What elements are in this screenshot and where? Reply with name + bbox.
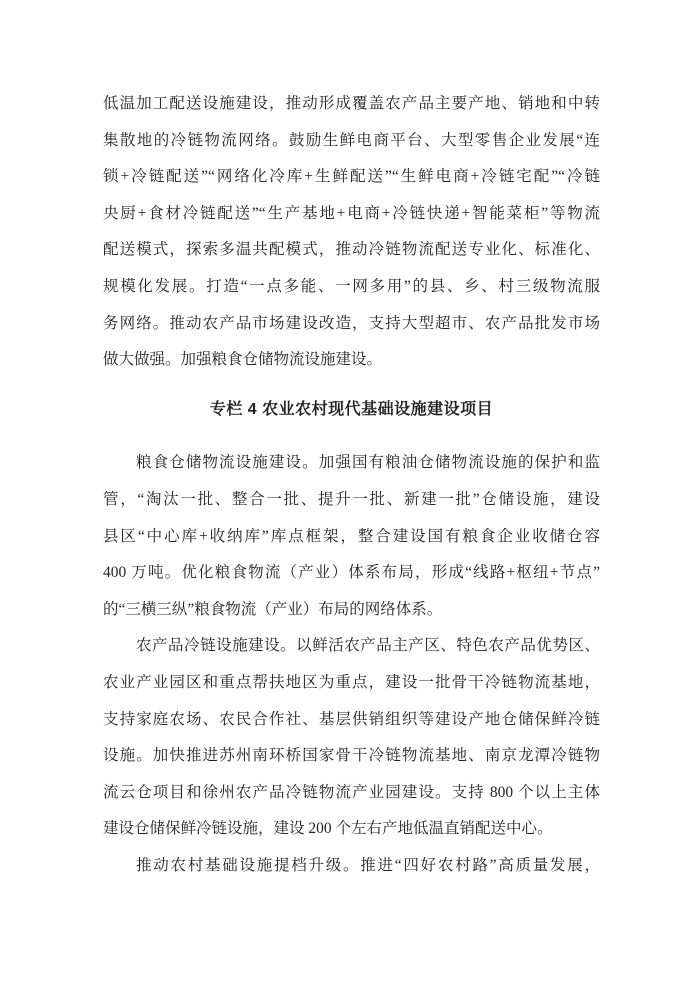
text-line: 推动农村基础设施提档升级。推进“四好农村路”高质量发展， [136, 856, 600, 874]
text-line: 规模化发展。打造“一点多能、一网多用”的县、乡、村三级物流服 [103, 277, 600, 295]
text-line: 流云仓项目和徐州农产品冷链物流产业园建设。支持 800 个以上主体 [103, 783, 600, 801]
paragraph-grain-storage [103, 445, 600, 628]
text-line: 的“三横三纵”粮食物流（产业）布局的网络体系。 [103, 600, 443, 618]
text-line: 设施。加快推进苏州南环桥国家骨干冷链物流基地、南京龙潭冷链物 [103, 747, 600, 765]
paragraph-agri-cold-chain-facilities [103, 628, 600, 848]
text-line: 建设仓储保鲜冷链设施，建设 200 个左右产地低温直销配送中心。 [103, 820, 553, 838]
text-line: 做大做强。加强粮食仓储物流设施建设。 [103, 351, 383, 369]
box-heading-column-4: 专栏 4 农业农村现代基础设施建设项目 [209, 400, 494, 418]
text-line: 农业产业园区和重点帮扶地区为重点，建设一批骨干冷链物流基地， [103, 673, 600, 691]
paragraph-cold-chain-distribution [103, 86, 600, 379]
paragraph-rural-infrastructure-upgrade [103, 848, 600, 885]
text-line: 配送模式，探索多温共配模式，推动冷链物流配送专业化、标准化、 [103, 241, 600, 259]
text-line: 低温加工配送设施建设，推动形成覆盖农产品主要产地、销地和中转 [103, 95, 600, 112]
text-line: 县区“中心库+收纳库”库点框架，整合建设国有粮食企业收储仓容 [103, 527, 600, 545]
text-line: 支持家庭农场、农民合作社、基层供销组织等建设产地仓储保鲜冷链 [103, 710, 600, 728]
text-line: 管，“淘汰一批、整合一批、提升一批、新建一批”仓储设施，建设 [103, 490, 600, 508]
text-block [103, 86, 600, 884]
text-line: 务网络。推动农产品市场建设改造，支持大型超市、农产品批发市场 [103, 314, 600, 332]
text-line: 集散地的冷链物流网络。鼓励生鲜电商平台、大型零售企业发展“连 [103, 131, 600, 149]
text-line: 央厨+食材冷链配送”“生产基地+电商+冷链快递+智能菜柜”等物流 [103, 204, 600, 222]
text-line: 粮食仓储物流设施建设。加强国有粮油仓储物流设施的保护和监 [136, 454, 600, 472]
text-line: 400 万吨。优化粮食物流（产业）体系布局，形成“线路+枢纽+节点” [103, 564, 600, 582]
text-line: 锁+冷链配送”“网络化冷库+生鲜配送”“生鲜电商+冷链宅配”“冷链 [103, 168, 600, 186]
text-line: 农产品冷链设施建设。以鲜活农产品主产区、特色农产品优势区、 [136, 637, 600, 655]
